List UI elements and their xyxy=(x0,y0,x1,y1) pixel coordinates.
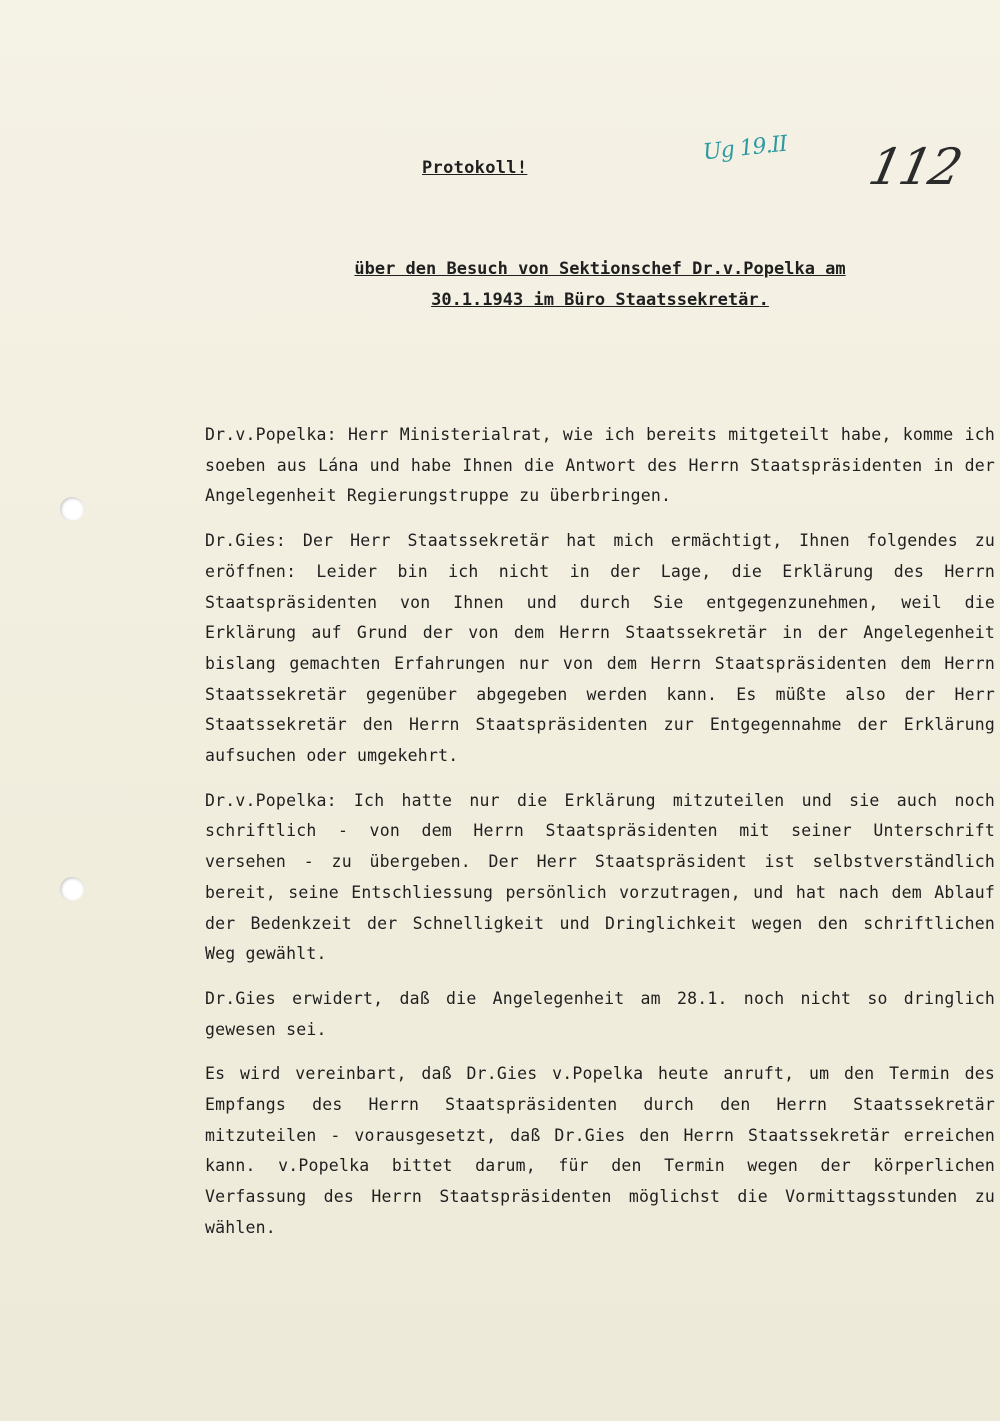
handwritten-reference: Ug 19.II xyxy=(701,131,789,166)
paragraph-agreement: Es wird vereinbart, daß Dr.Gies v.Popelka heute anruft, um den Termin des Empfangs des Herrn Staatspräsidenten durch den Herrn Staatssekretär mitzuteilen - vorausgesetzt, daß Dr.Gies den Herrn Staatssekretär erreichen kann. v.Popelka bittet darum, für den Termin wegen der körperlichen Verfassung des Herrn Staatspräsidenten möglichst die Vormittagsstunden zu wählen. xyxy=(205,1064,995,1237)
punch-hole xyxy=(60,877,84,901)
paragraph-gies-1: Dr.Gies: Der Herr Staatssekretär hat mich ermächtigt, Ihnen folgendes zu eröffnen: Leider bin ich nicht in der Lage, die Erklärung des Herrn Staatspräsidenten von Ihnen und durch Sie entgegenzunehmen, weil die Erklärung auf Grund der von dem Herrn Staatssekretär in der Angelegenheit bislang gemachten Erfahrungen nur von dem Herrn Staatspräsidenten dem Herrn Staatssekretär gegenüber abgegeben werden kann. Es müßte also der Herr Staatssekretär den Herrn Staatspräsidenten zur Entgegennahme der Erklärung aufsuchen oder umgekehrt. xyxy=(205,531,995,766)
paragraph-popelka-2: Dr.v.Popelka: Ich hatte nur die Erklärung mitzuteilen und sie auch noch schriftlich - von dem Herrn Staatspräsidenten mit seiner Unterschrift versehen - zu übergeben. Der Herr Staatspräsident ist selbstverständlich bereit, seine Entschliessung persönlich vorzutragen, und hat nach dem Ablauf der Bedenkzeit der Schnelligkeit und Dringlichkeit wegen den schriftlichen Weg gewählt. xyxy=(205,790,995,964)
paragraph-gies-2: Dr.Gies erwidert, daß die Angelegenheit am 28.1. noch nicht so dringlich gewesen sei. xyxy=(205,988,995,1039)
subtitle-line: 30.1.1943 im Büro Staatssekretär. xyxy=(431,290,769,310)
punch-hole xyxy=(60,497,84,521)
document-body xyxy=(205,420,995,1258)
document-title: Protokoll! xyxy=(422,158,528,178)
subtitle-line: über den Besuch von Sektionschef Dr.v.Popelka am xyxy=(354,259,846,279)
document-subtitle xyxy=(200,254,1000,316)
handwritten-page-number: 112 xyxy=(863,138,966,196)
paragraph-popelka-1: Dr.v.Popelka: Herr Ministerialrat, wie ich bereits mitgeteilt habe, komme ich soeben aus Lána und habe Ihnen die Antwort des Herrn Staatspräsidenten in der Angelegenheit Regierungstruppe zu überbringen. xyxy=(205,425,995,506)
